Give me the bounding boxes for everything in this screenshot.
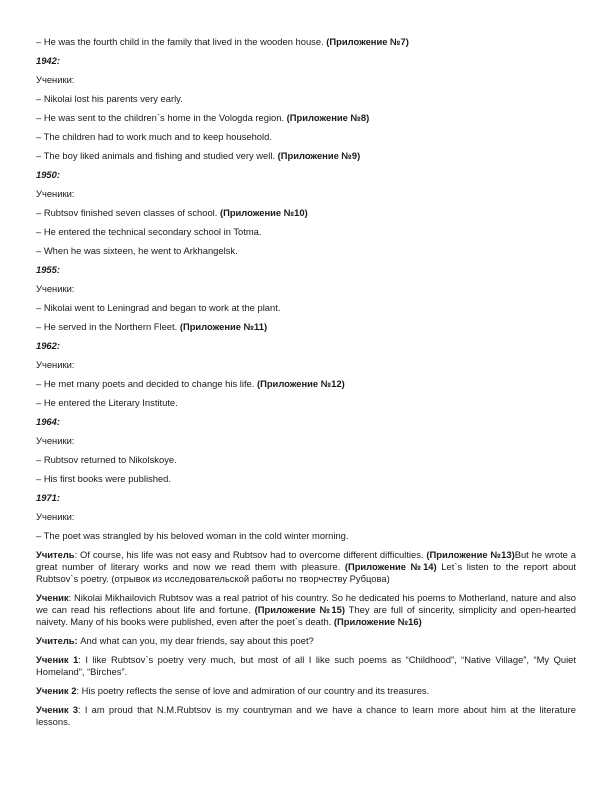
paragraph-text: : I am proud that N.M.Rubtsov is my countryman and we have a chance to learn more about him at the literature lessons. — [36, 704, 576, 727]
text-line: – He was sent to the children`s home in the Vologda region. (Приложение №8) — [36, 112, 370, 123]
year-heading: 1950: — [36, 169, 60, 180]
text-line: Ученики: — [36, 283, 75, 294]
text-line: – The children had to work much and to keep household. — [36, 131, 272, 142]
year-heading: 1971: — [36, 492, 60, 503]
speaker-label: (Приложение №14) — [344, 561, 437, 572]
speaker-label: Ученик 3 — [36, 704, 79, 715]
appendix-reference: (Приложение №7) — [326, 36, 409, 47]
speaker-label: Ученик 1 — [36, 654, 79, 665]
speaker-label: Учитель — [36, 549, 75, 560]
speaker-label: Ученик 2 — [36, 685, 77, 696]
speaker-label: (Приложение №16) — [333, 616, 422, 627]
paragraph-text: : His poetry reflects the sense of love and admiration of our country and its treasures. — [76, 685, 430, 696]
speaker-label: (Приложение №15) — [254, 604, 345, 615]
dialogue-paragraph — [36, 704, 576, 728]
text-line: – Nikolai went to Leningrad and began to work at the plant. — [36, 302, 281, 313]
text-line: – He entered the technical secondary school in Totma. — [36, 226, 262, 237]
speaker-label: Учитель: — [36, 635, 78, 646]
text-line: – The poet was strangled by his beloved woman in the cold winter morning. — [36, 530, 349, 541]
document-page — [36, 36, 576, 735]
year-heading: 1962: — [36, 340, 60, 351]
paragraph-text: : I like Rubtsov`s poetry very much, but most of all I like such poems as “Childhood”, “Native Village”, “My Quiet Homeland”, “Birches”. — [36, 654, 576, 677]
appendix-reference: (Приложение №10) — [219, 207, 308, 218]
year-heading: 1942: — [36, 55, 60, 66]
text-line: Ученики: — [36, 511, 75, 522]
text-line: Ученики: — [36, 435, 75, 446]
dialogue-paragraph — [36, 635, 576, 647]
text-line: – Rubtsov finished seven classes of school. (Приложение №10) — [36, 207, 308, 218]
text-line: – He served in the Northern Fleet. (Приложение №11) — [36, 321, 268, 332]
paragraph-text: And what can you, my dear friends, say about this poet? — [77, 635, 314, 646]
appendix-reference: (Приложение №12) — [256, 378, 345, 389]
dialogue-paragraph — [36, 549, 576, 585]
dialogue-paragraph — [36, 592, 576, 628]
text-line: – Nikolai lost his parents very early. — [36, 93, 183, 104]
year-heading: 1955: — [36, 264, 60, 275]
text-line: – He entered the Literary Institute. — [36, 397, 178, 408]
paragraph-text: But he wrote a great number of literary works and now we read them with pleasure. — [36, 549, 576, 572]
text-line: Ученики: — [36, 74, 75, 85]
text-line: Ученики: — [36, 188, 75, 199]
paragraph-text: They are full of sincerity, simplicity and open-hearted naivety. Many of his books were published, even after the poet`s death. — [36, 604, 576, 627]
paragraph-text: : Nikolai Mikhailovich Rubtsov was a real patriot of his country. So he dedicated his poems to Motherland, nature and also we can read his reflections about life and fortune. — [36, 592, 576, 615]
text-line: – He was the fourth child in the family that lived in the wooden house. (Приложение №7) — [36, 36, 409, 47]
text-line: – The boy liked animals and fishing and studied very well. (Приложение №9) — [36, 150, 361, 161]
speaker-label: Ученик — [36, 592, 69, 603]
text-line: Ученики: — [36, 359, 75, 370]
text-line: – When he was sixteen, he went to Arkhangelsk. — [36, 245, 238, 256]
speaker-label: (Приложение №13) — [426, 549, 515, 560]
text-line: – Rubtsov returned to Nikolskoye. — [36, 454, 177, 465]
text-line: – His first books were published. — [36, 473, 171, 484]
text-line: – He met many poets and decided to change his life. (Приложение №12) — [36, 378, 345, 389]
appendix-reference: (Приложение №8) — [286, 112, 370, 123]
dialogue-paragraph — [36, 654, 576, 678]
appendix-reference: (Приложение №9) — [277, 150, 361, 161]
paragraph-text: : Of course, his life was not easy and Rubtsov had to overcome different difficulties. — [74, 549, 427, 560]
paragraph-text: Let`s listen to the report about Rubtsov`s poetry. (отрывок из исследовательской работы по творчеству Рубцова) — [36, 561, 576, 584]
year-heading: 1964: — [36, 416, 60, 427]
appendix-reference: (Приложение №11) — [179, 321, 268, 332]
dialogue-paragraph — [36, 685, 576, 697]
